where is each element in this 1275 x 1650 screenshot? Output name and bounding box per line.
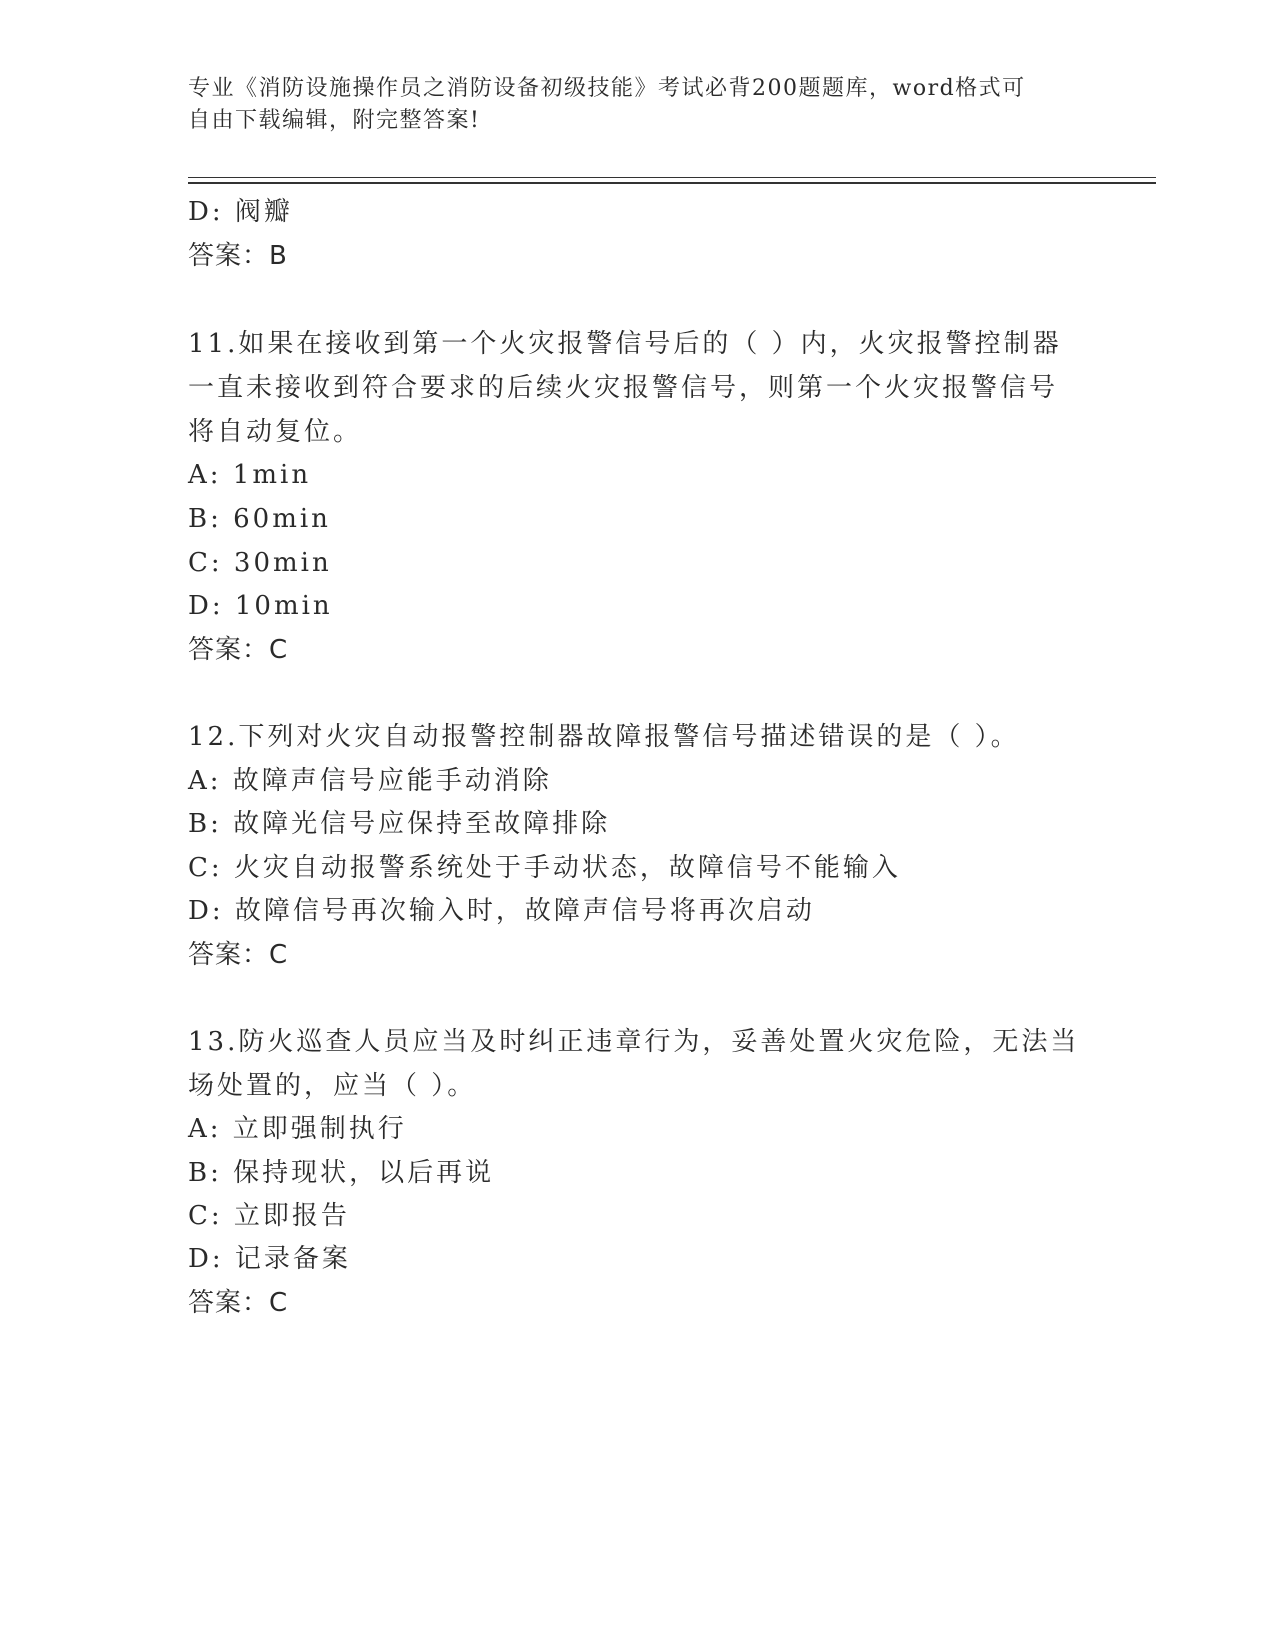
q13-option-a: A: 立即强制执行 [188,1114,407,1144]
header-divider-bottom [188,182,1156,184]
q11-option-b: B: 60min [188,504,331,534]
q12-option-b: B: 故障光信号应保持至故障排除 [188,809,611,839]
q11-stem-line-2: 一直未接收到符合要求的后续火灾报警信号，则第一个火灾报警信号 [188,373,1059,403]
q12-option-a: A: 故障声信号应能手动消除 [188,766,552,796]
q11-stem-line-1: 11.如果在接收到第一个火灾报警信号后的（ ）内，火灾报警控制器 [188,329,1062,359]
q13-stem-line-2: 场处置的，应当（ ）。 [188,1071,477,1101]
q11-stem-line-3: 将自动复位。 [188,417,363,447]
q12-option-d: D: 故障信号再次输入时，故障声信号将再次启动 [188,896,815,926]
q12-answer: 答案：C [188,940,289,970]
header-line-1: 专业《消防设施操作员之消防设备初级技能》考试必背200题题库，word格式可 [188,76,1026,101]
q12-stem-line-1: 12.下列对火灾自动报警控制器故障报警信号描述错误的是（ ）。 [188,722,1020,752]
q11-answer: 答案：C [188,635,289,665]
prev-option-d: D: 阀瓣 [188,197,293,227]
q12-option-c: C: 火灾自动报警系统处于手动状态，故障信号不能输入 [188,853,901,883]
q11-option-d: D: 10min [188,591,333,621]
q13-option-b: B: 保持现状，以后再说 [188,1158,495,1188]
header-line-2: 自由下载编辑，附完整答案! [188,108,481,133]
prev-answer: 答案：B [188,241,288,271]
q13-stem-line-1: 13.防火巡查人员应当及时纠正违章行为，妥善处置火灾危险，无法当 [188,1027,1080,1057]
q13-option-c: C: 立即报告 [188,1201,350,1231]
q11-option-a: A: 1min [188,460,312,490]
header-divider-top [188,177,1156,178]
q13-option-d: D: 记录备案 [188,1244,351,1274]
page-header [188,73,1068,137]
q11-option-c: C: 30min [188,548,332,578]
q13-answer: 答案：C [188,1288,289,1318]
